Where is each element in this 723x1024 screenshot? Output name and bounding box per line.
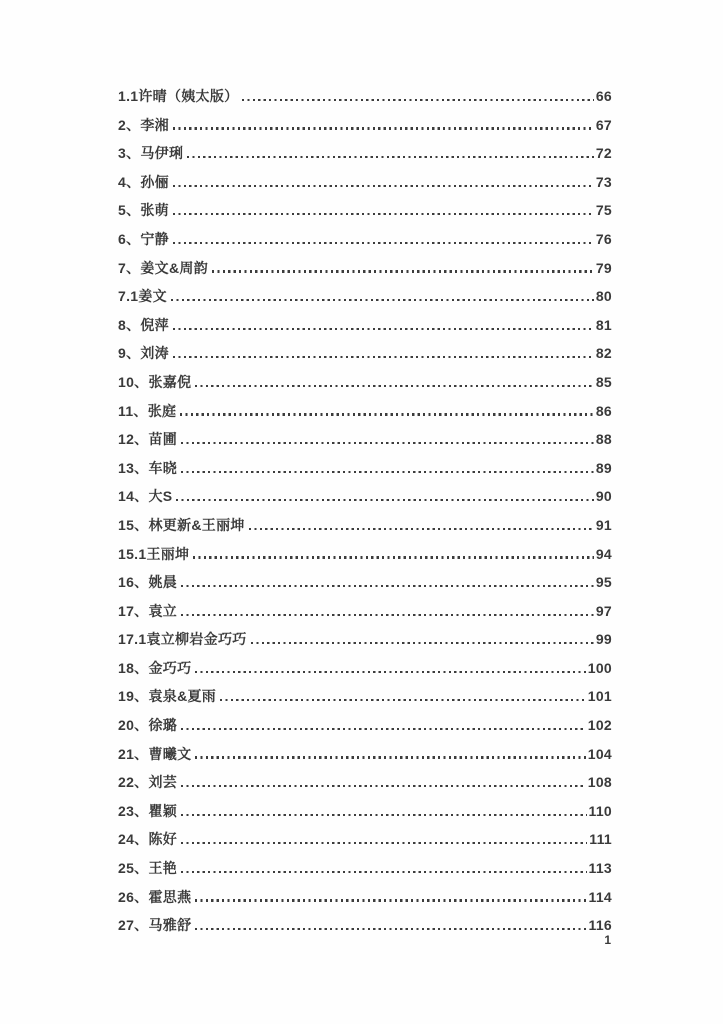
dotted-leader — [242, 99, 593, 101]
dotted-leader — [181, 471, 594, 473]
toc-entry[interactable] — [118, 368, 612, 397]
dotted-leader — [195, 671, 585, 673]
dotted-leader — [181, 728, 586, 730]
toc-entry-page-number: 100 — [587, 659, 612, 676]
toc-entry[interactable] — [118, 511, 612, 540]
toc-entry-label: 3、马伊琍 — [118, 145, 184, 162]
toc-entry-page-number: 99 — [595, 631, 612, 648]
dotted-leader — [181, 585, 594, 587]
toc-entry[interactable] — [118, 425, 612, 454]
toc-entry-page-number: 80 — [595, 288, 612, 305]
toc-entry-page-number: 108 — [587, 774, 612, 791]
dotted-leader — [171, 299, 594, 301]
toc-entry-label: 7.1姜文 — [118, 288, 167, 305]
toc-entry-page-number: 94 — [595, 545, 612, 562]
toc-entry-page-number: 76 — [595, 230, 612, 247]
dotted-leader — [195, 385, 593, 387]
toc-entry[interactable] — [118, 139, 612, 168]
toc-entry[interactable] — [118, 825, 612, 854]
toc-entry-label: 5、张萌 — [118, 202, 169, 219]
toc-entry-label: 8、倪萍 — [118, 316, 169, 333]
dotted-leader — [249, 528, 594, 530]
dotted-leader — [193, 556, 593, 558]
toc-entry[interactable] — [118, 883, 612, 912]
toc-entry[interactable] — [118, 797, 612, 826]
toc-entry-page-number: 111 — [589, 831, 612, 848]
toc-entry-label: 9、刘涛 — [118, 345, 169, 362]
toc-entry-page-number: 102 — [587, 717, 612, 734]
toc-entry-label: 11、张庭 — [118, 402, 177, 419]
toc-entry-page-number: 110 — [588, 802, 612, 819]
toc-entry[interactable] — [118, 682, 612, 711]
dotted-leader — [173, 185, 594, 187]
dotted-leader — [195, 899, 586, 901]
dotted-leader — [181, 871, 586, 873]
toc-entry[interactable] — [118, 911, 612, 940]
toc-entry-page-number: 72 — [595, 145, 612, 162]
dotted-leader — [195, 756, 585, 758]
toc-entry-label: 23、瞿颖 — [118, 802, 178, 819]
toc-entry-page-number: 73 — [595, 173, 612, 190]
toc-entry-label: 22、刘芸 — [118, 774, 178, 791]
dotted-leader — [251, 642, 594, 644]
toc-entry-label: 25、王艳 — [118, 860, 178, 877]
table-of-contents — [118, 82, 612, 940]
dotted-leader — [181, 842, 587, 844]
toc-entry-label: 7、姜文&周韵 — [118, 259, 208, 276]
toc-entry-label: 10、张嘉倪 — [118, 373, 192, 390]
dotted-leader — [173, 213, 594, 215]
toc-entry[interactable] — [118, 568, 612, 597]
toc-entry-label: 27、马雅舒 — [118, 917, 192, 934]
toc-entry-label: 15.1王丽坤 — [118, 545, 190, 562]
dotted-leader — [212, 270, 594, 272]
toc-entry[interactable] — [118, 625, 612, 654]
toc-entry[interactable] — [118, 225, 612, 254]
toc-entry-page-number: 95 — [595, 574, 612, 591]
toc-entry-page-number: 89 — [595, 459, 612, 476]
toc-entry-page-number: 116 — [588, 917, 612, 934]
dotted-leader — [176, 499, 593, 501]
toc-entry-page-number: 75 — [595, 202, 612, 219]
toc-entry-page-number: 86 — [595, 402, 612, 419]
toc-entry-label: 16、姚晨 — [118, 574, 178, 591]
toc-entry-label: 18、金巧巧 — [118, 659, 192, 676]
toc-entry-label: 2、李湘 — [118, 116, 169, 133]
toc-entry-page-number: 88 — [595, 431, 612, 448]
toc-entry[interactable] — [118, 540, 612, 569]
toc-entry-label: 1.1许晴（姨太版） — [118, 88, 239, 104]
toc-entry-label: 4、孙俪 — [118, 173, 169, 190]
toc-entry[interactable] — [118, 854, 612, 883]
toc-entry[interactable] — [118, 482, 612, 511]
toc-entry-page-number: 101 — [587, 688, 612, 705]
toc-entry[interactable] — [118, 111, 612, 140]
toc-entry[interactable] — [118, 397, 612, 426]
toc-entry-label: 15、林更新&王丽坤 — [118, 516, 245, 533]
toc-entry[interactable] — [118, 597, 612, 626]
toc-entry[interactable] — [118, 768, 612, 797]
toc-entry-page-number: 67 — [595, 116, 612, 133]
toc-entry-page-number: 104 — [587, 745, 612, 762]
dotted-leader — [187, 156, 594, 158]
toc-entry-label: 20、徐璐 — [118, 717, 178, 734]
dotted-leader — [220, 699, 586, 701]
toc-entry[interactable] — [118, 254, 612, 283]
toc-entry-label: 12、苗圃 — [118, 431, 178, 448]
dotted-leader — [181, 814, 586, 816]
dotted-leader — [180, 413, 594, 415]
toc-entry-label: 21、曹曦文 — [118, 745, 192, 762]
toc-entry-page-number: 91 — [595, 516, 612, 533]
toc-entry-label: 24、陈好 — [118, 831, 178, 848]
dotted-leader — [181, 614, 594, 616]
toc-entry[interactable] — [118, 454, 612, 483]
toc-entry-label: 13、车晓 — [118, 459, 178, 476]
toc-entry-page-number: 81 — [595, 316, 612, 333]
toc-entry[interactable] — [118, 740, 612, 769]
dotted-leader — [195, 928, 586, 930]
toc-entry[interactable] — [118, 82, 612, 111]
toc-entry-page-number: 97 — [595, 602, 612, 619]
dotted-leader — [173, 328, 594, 330]
toc-entry[interactable] — [118, 339, 612, 368]
toc-entry-page-number: 90 — [595, 488, 612, 505]
toc-entry[interactable] — [118, 168, 612, 197]
toc-entry-page-number: 79 — [595, 259, 612, 276]
toc-entry-label: 17、袁立 — [118, 602, 178, 619]
dotted-leader — [173, 356, 594, 358]
toc-entry[interactable] — [118, 196, 612, 225]
dotted-leader — [173, 242, 594, 244]
toc-entry-label: 17.1袁立柳岩金巧巧 — [118, 631, 247, 648]
dotted-leader — [173, 127, 594, 129]
toc-entry[interactable] — [118, 311, 612, 340]
toc-entry[interactable] — [118, 282, 612, 311]
toc-entry-page-number: 82 — [595, 345, 612, 362]
toc-entry[interactable] — [118, 711, 612, 740]
dotted-leader — [181, 785, 586, 787]
toc-entry-page-number: 85 — [595, 373, 612, 390]
page-number: 1 — [604, 933, 611, 947]
toc-entry-page-number: 66 — [595, 88, 612, 104]
toc-entry-page-number: 113 — [588, 860, 612, 877]
toc-entry-page-number: 114 — [588, 888, 612, 905]
toc-entry-label: 6、宁静 — [118, 230, 169, 247]
toc-entry-label: 19、袁泉&夏雨 — [118, 688, 217, 705]
toc-entry-label: 26、霍思燕 — [118, 888, 192, 905]
toc-entry-label: 14、大S — [118, 488, 173, 505]
dotted-leader — [181, 442, 594, 444]
toc-entry[interactable] — [118, 654, 612, 683]
